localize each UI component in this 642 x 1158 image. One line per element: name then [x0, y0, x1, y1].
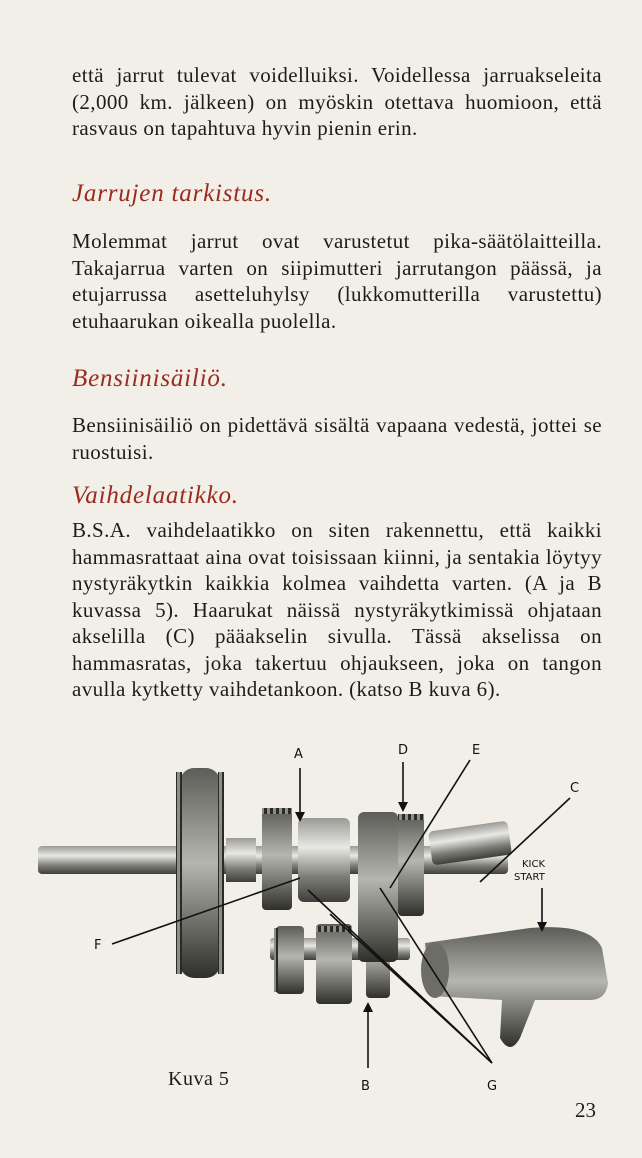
figure-caption: Kuva 5: [168, 1068, 230, 1090]
paragraph-fuel-tank: Bensiinisäiliö on pidettävä sisältä vapaana vedestä, jottei se ruostuisi.: [72, 413, 602, 464]
label-start: START: [514, 872, 545, 883]
paragraph-gearbox: B.S.A. vaihdelaatikko on siten rakennettu, että kaikki hammasrattaat aina ovat toisissaan kiinni, ja sentakia löytyy nystyräkytkin kaikkia kolmea vaihdetta varten. (A ja B kuvassa 5). Haarukat näissä nystyräkytkimissä ohjataan akselilla (C) pääakselin sivulla. Tässä akselissa on hammasratas, joka takertuu ohjaukseen, joka on tangon avulla kytketty vaihdetankoon. (katso B kuva 6).: [72, 518, 602, 701]
label-kick: KICK: [522, 859, 546, 870]
heading-gearbox: Vaihdelaatikko.: [72, 482, 239, 509]
label-g: G: [487, 1079, 498, 1094]
label-d: D: [398, 743, 409, 758]
label-e: E: [472, 743, 481, 758]
paragraph-brakes: Molemmat jarrut ovat varustetut pika-säätölaitteilla. Takajarrua varten on siipimutteri jarrutangon päässä, ja etujarrussa asetteluhylsy (lukkomutterilla varustettu) etuhaarukan oikealla puolella.: [72, 229, 602, 333]
paragraph-lubrication: että jarrut tulevat voidelluiksi. Voidellessa jarruakseleita (2,000 km. jälkeen) on myöskin otettava huomioon, että rasvaus on tapahtuva hyvin pienin erin.: [72, 63, 602, 140]
label-b: B: [361, 1079, 370, 1094]
page-number: 23: [575, 1098, 596, 1122]
heading-brake-check: Jarrujen tarkistus.: [72, 180, 272, 207]
gearbox-figure: [30, 738, 620, 1108]
label-f: F: [94, 938, 102, 953]
kickstart-housing: [421, 927, 608, 1047]
sprocket-gear: [176, 768, 256, 978]
label-c: C: [570, 781, 580, 796]
label-a: A: [294, 747, 303, 762]
heading-fuel-tank: Bensiinisäiliö.: [72, 365, 228, 392]
